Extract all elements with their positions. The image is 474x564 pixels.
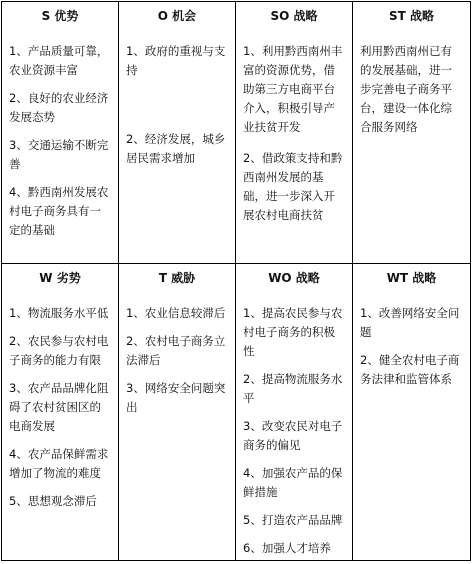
- weakness-item: 4、农产品保鲜需求增加了物流的难度: [9, 447, 109, 480]
- weakness-item: 3、农产品品牌化阻碍了农村贫困区的电商发展: [9, 381, 109, 433]
- st-strategy-header: ST 战略: [388, 9, 434, 23]
- weakness-item: 5、思想观念滞后: [9, 494, 97, 508]
- wo-strategy-item: 2、提高物流服务水平: [243, 372, 343, 405]
- strength-item: 4、黔西南州发展农村电子商务具有一定的基础: [9, 185, 109, 237]
- strength-item: 2、良好的农业经济发展态势: [9, 91, 109, 124]
- so-strategy-header: SO 战略: [270, 9, 318, 23]
- wo-strategy-item: 3、改变农民对电子商务的偏见: [243, 419, 343, 452]
- weakness-item: 2、农民参与农村电子商务的能力有限: [9, 334, 109, 367]
- wo-strategy-item: 6、加强人才培养: [243, 541, 331, 555]
- so-strategy-cell: [236, 2, 353, 264]
- swot-table: [1, 1, 471, 561]
- opportunity-item: 2、经济发展，城乡居民需求增加: [126, 132, 226, 165]
- st-strategy-cell: [353, 2, 470, 264]
- wt-strategy-cell: [353, 264, 470, 560]
- opportunities-header: O 机会: [157, 9, 197, 23]
- weaknesses-cell: [2, 264, 119, 560]
- wt-strategy-header: WT 战略: [386, 271, 437, 285]
- threat-item: 2、农村电子商务立法滞后: [126, 334, 226, 367]
- threat-item: 1、农业信息较滞后: [126, 306, 226, 320]
- threats-header: T 威胁: [158, 271, 196, 285]
- wo-strategy-item: 4、加强农产品的保鲜措施: [243, 466, 343, 499]
- so-strategy-item: 1、利用黔西南州丰富的资源优势，借助第三方电商平台介入，积极引导产业扶贫开发: [243, 44, 343, 134]
- weakness-item: 1、物流服务水平低: [9, 306, 109, 320]
- so-strategy-item: 2、借政策支持和黔西南州发展的基础，进一步深入开展农村电商扶贫: [243, 151, 343, 222]
- weaknesses-header: W 劣势: [39, 271, 81, 285]
- wt-strategy-item: 1、改善网络安全问题: [360, 306, 460, 339]
- wo-strategy-cell: [236, 264, 353, 560]
- opportunity-item: 1、政府的重视与支持: [126, 44, 226, 77]
- wt-strategy-item: 2、健全农村电子商务法律和监管体系: [360, 353, 460, 386]
- opportunities-cell: [119, 2, 236, 264]
- threat-item: 3、网络安全问题突出: [126, 381, 226, 414]
- threats-cell: [119, 264, 236, 560]
- strength-item: 3、交通运输不断完善: [9, 138, 109, 171]
- strengths-header: S 优势: [41, 9, 79, 23]
- wo-strategy-item: 5、打造农产品品牌: [243, 513, 343, 527]
- wo-strategy-header: WO 战略: [268, 271, 320, 285]
- st-strategy-item: 利用黔西南州已有的发展基础，进一步完善电子商务平台，建设一体化综合服务网络: [360, 44, 452, 134]
- wo-strategy-item: 1、提高农民参与农村电子商务的积极性: [243, 306, 343, 358]
- strength-item: 1、产品质量可靠，农业资源丰富: [9, 44, 109, 77]
- strengths-cell: [2, 2, 119, 264]
